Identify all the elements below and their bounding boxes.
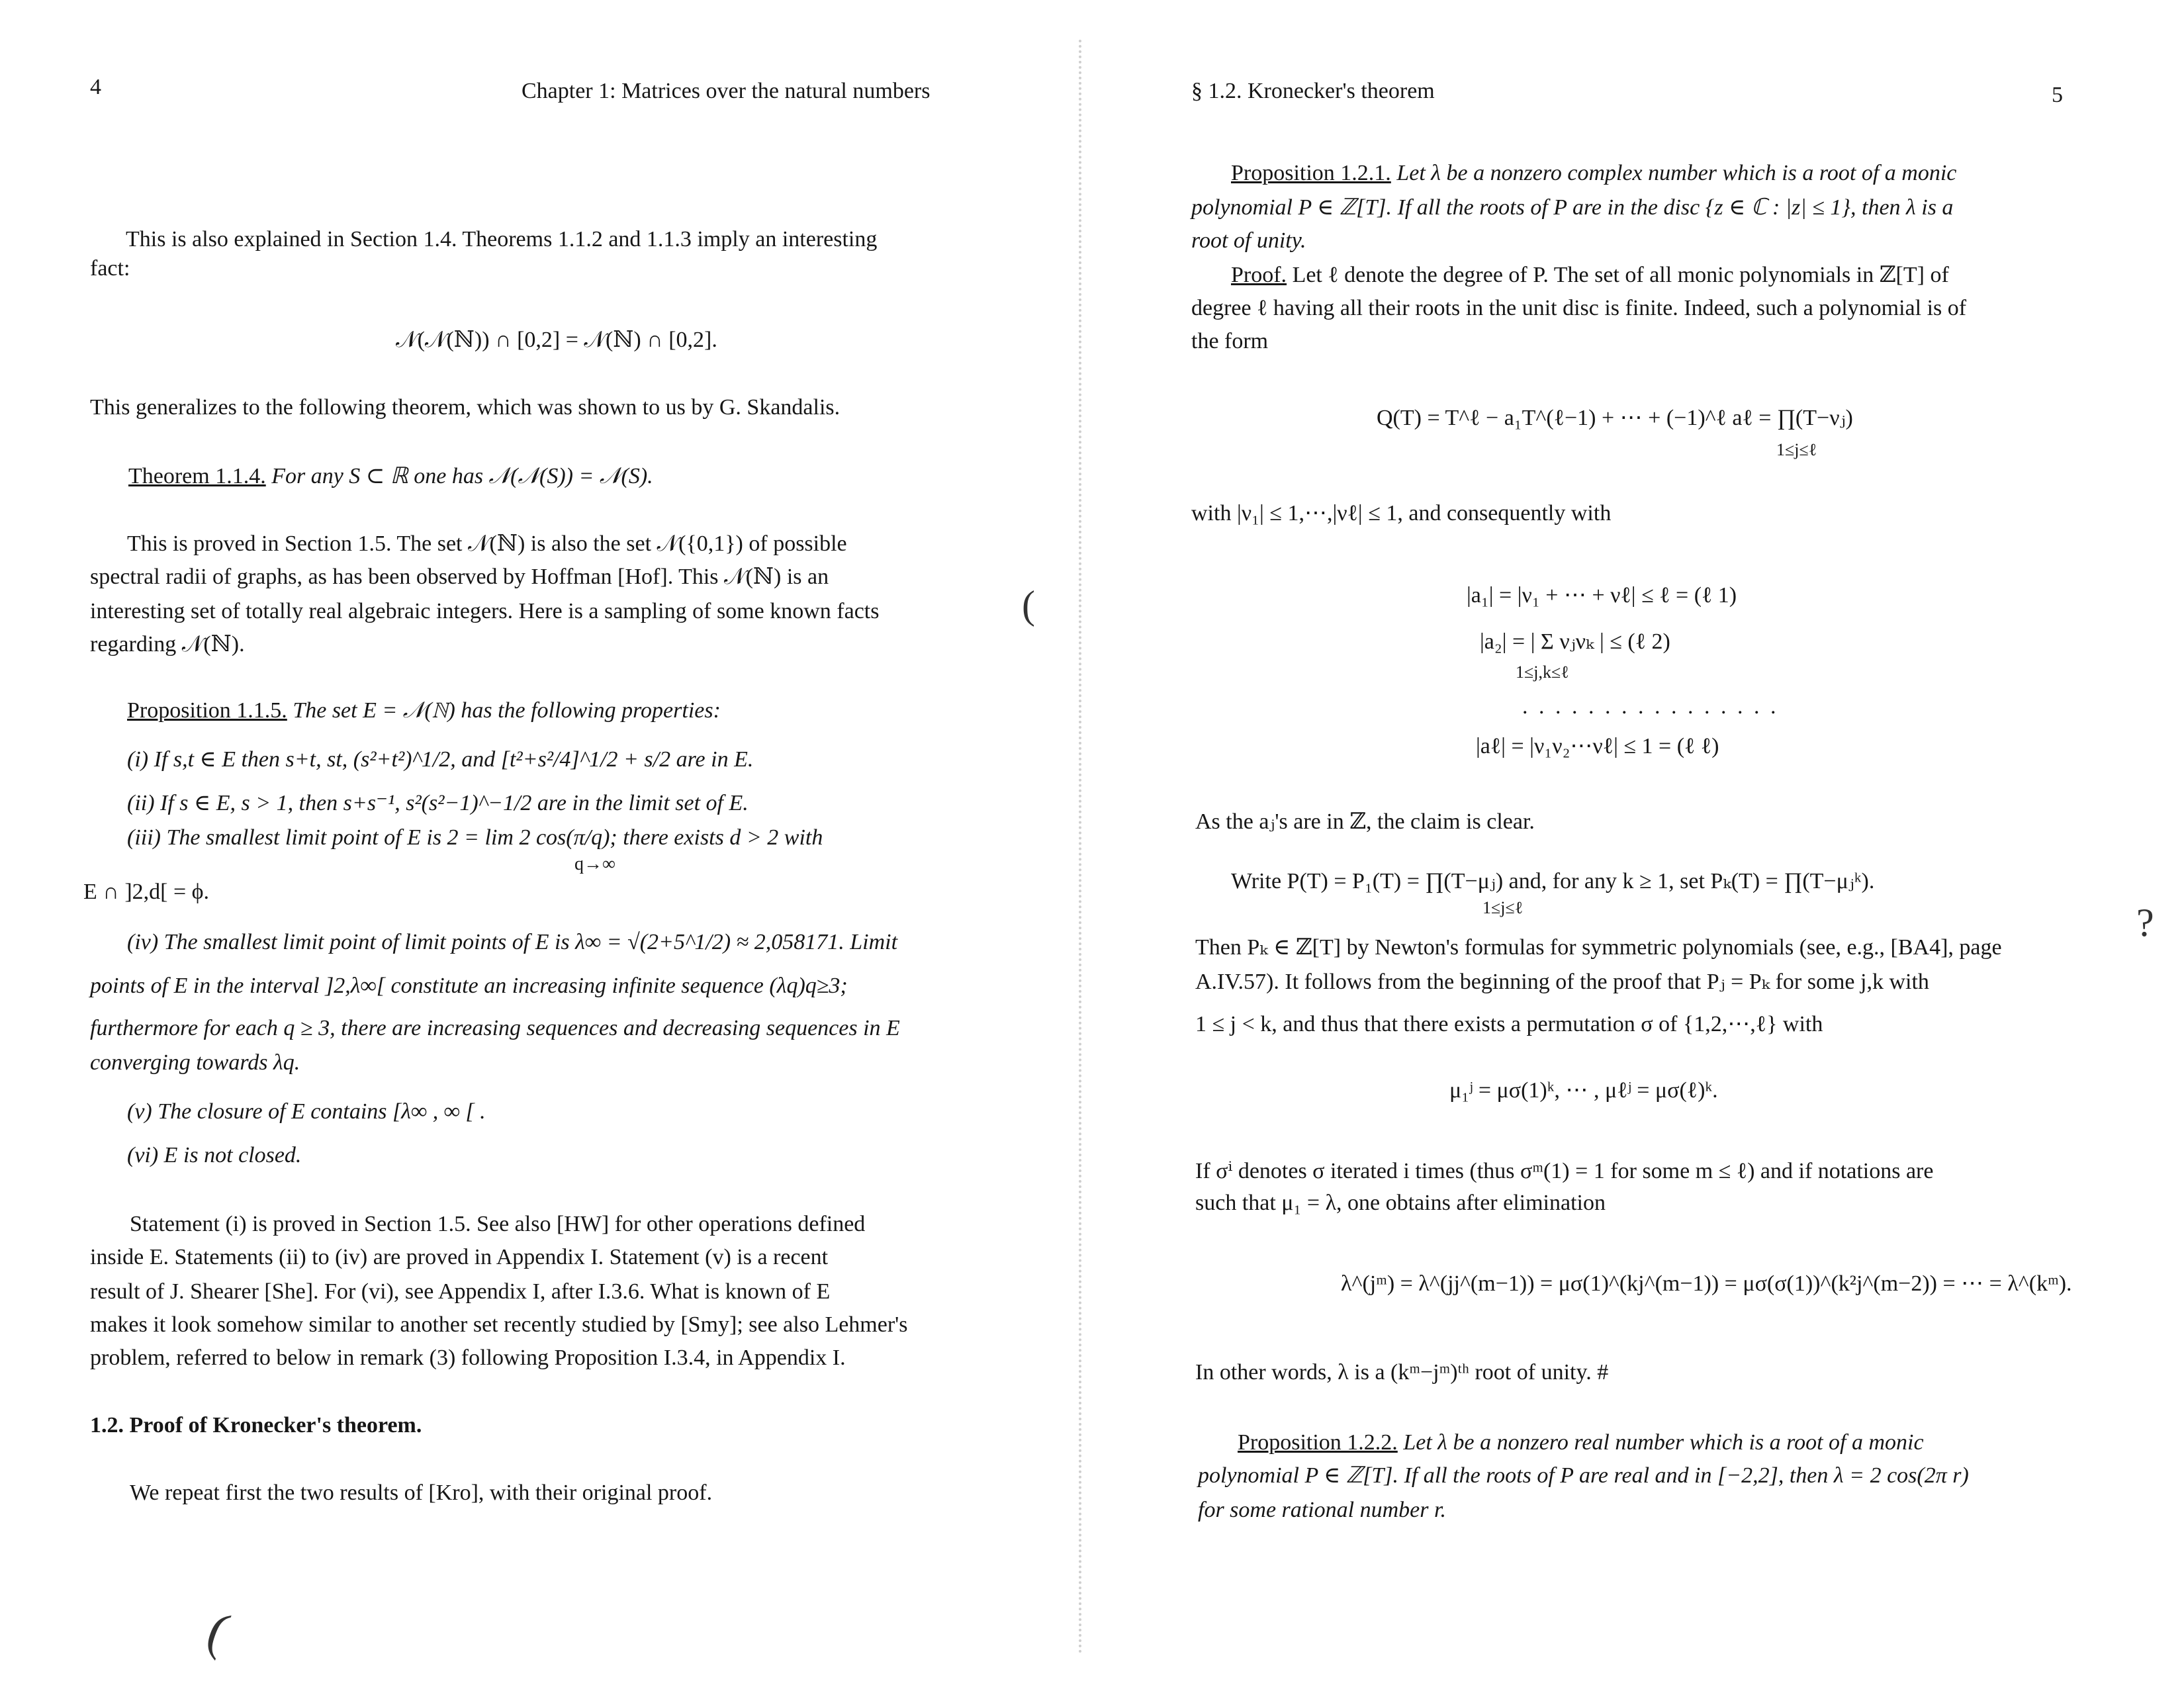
paragraph-line: We repeat first the two results of [Kro], with their original proof. (130, 1481, 713, 1505)
left-page (0, 0, 1072, 1687)
item-i: (i) If s,t ∈ E then s+t, st, (s²+t²)^1/2, and [t²+s²/4]^1/2 + s/2 are in E. (127, 747, 754, 772)
write-line: Write P(T) = P₁(T) = ∏(T−μⱼ) and, for any k ≥ 1, set Pₖ(T) = ∏(T−μⱼᵏ). (1231, 869, 1875, 893)
proposition-text: Let λ be a nonzero complex number which is a root of a monic (1396, 161, 1957, 185)
proposition-line: polynomial P ∈ ℤ[T]. If all the roots of P are in the disc {z ∈ ℂ : |z| ≤ 1}, then λ is a (1191, 195, 1954, 220)
theorem-1-1-4 (128, 463, 653, 490)
proof-paragraph (1231, 262, 1949, 289)
equation-a2: |a₂| = | Σ νⱼνₖ | ≤ (ℓ 2) (1480, 629, 1670, 654)
then-line: A.IV.57). It follows from the beginning of the proof that Pⱼ = Pₖ for some j,k with (1195, 970, 1929, 994)
right-page (1092, 0, 2184, 1687)
as-line: As the aⱼ's are in ℤ, the claim is clear. (1195, 809, 1535, 834)
margin-mark: ( (199, 1601, 237, 1662)
if-line: If σⁱ denotes σ iterated i times (thus σᵐ(1) = 1 for some m ≤ ℓ) and if notations are (1195, 1159, 1934, 1183)
paragraph-line: result of J. Shearer [She]. For (vi), see Appendix I, after I.3.6. What is known of E (90, 1279, 831, 1304)
proof-text: Let ℓ denote the degree of P. The set of all monic polynomials in ℤ[T] of (1292, 263, 1949, 287)
theorem-label: Theorem 1.1.4. (128, 464, 266, 488)
item-vi: (vi) E is not closed. (127, 1143, 302, 1167)
paragraph-line: makes it look somehow similar to another set recently studied by [Smy]; see also Lehmer's (90, 1312, 908, 1337)
equation-elimination: λ^(jᵐ) = λ^(jj^(m−1)) = μσ(1)^(kj^(m−1)) = μσ(σ(1))^(k²j^(m−2)) = ⋯ = λ^(kᵐ). (1341, 1271, 2072, 1296)
proposition-line: polynomial P ∈ ℤ[T]. If all the roots of P are real and in [−2,2], then λ = 2 cos(2π r) (1198, 1463, 1969, 1488)
paragraph-line: regarding 𝒩(ℕ). (90, 632, 245, 657)
sum-subscript: 1≤j,k≤ℓ (1516, 662, 1569, 682)
proof-line: degree ℓ having all their roots in the unit disc is finite. Indeed, such a polynomial is of (1191, 296, 1967, 320)
proposition-line: root of unity. (1191, 228, 1306, 253)
proposition-text: The set E = 𝒩(ℕ) has the following properties: (293, 698, 721, 723)
page-number: 4 (90, 75, 101, 99)
paragraph-line: inside E. Statements (ii) to (iv) are proved in Appendix I. Statement (v) is a recent (90, 1245, 829, 1269)
intro-line: fact: (90, 256, 130, 281)
item-iv: (iv) The smallest limit point of limit points of E is λ∞ = √(2+5^1/2) ≈ 2,058171. Limit (127, 930, 898, 954)
proposition-1-2-2 (1238, 1430, 1924, 1456)
proposition-text: Let λ be a nonzero real number which is a root of a monic (1403, 1430, 1924, 1455)
limit-subscript: q→∞ (574, 854, 615, 874)
paragraph-line: spectral radii of graphs, as has been observed by Hoffman [Hof]. This 𝒩(ℕ) is an (90, 565, 829, 589)
item-iv-line: furthermore for each q ≥ 3, there are increasing sequences and decreasing sequences in E (90, 1016, 900, 1040)
item-iv-line: converging towards λq. (90, 1050, 300, 1075)
section-heading: 1.2. Proof of Kronecker's theorem. (90, 1413, 422, 1437)
margin-mark: ( (1022, 583, 1035, 627)
proposition-label: Proposition 1.2.2. (1238, 1430, 1398, 1455)
then-line: Then Pₖ ∈ ℤ[T] by Newton's formulas for symmetric polynomials (see, e.g., [BA4], page (1195, 935, 2002, 960)
proof-line: the form (1191, 329, 1269, 353)
item-v: (v) The closure of E contains [λ∞ , ∞ [ . (127, 1099, 486, 1124)
item-iv-line: points of E in the interval ]2,λ∞[ constitute an increasing infinite sequence (λq)q≥3; (90, 974, 848, 998)
proposition-1-2-1 (1231, 160, 1956, 187)
equation-fact: 𝒩(𝒩(ℕ)) ∩ [0,2] = 𝒩(ℕ) ∩ [0,2]. (396, 328, 717, 352)
proposition-line: for some rational number r. (1198, 1498, 1446, 1522)
theorem-text: For any S ⊂ ℝ one has 𝒩(𝒩(S)) = 𝒩(S). (271, 464, 653, 488)
page-number: 5 (2052, 83, 2063, 107)
item-iii: (iii) The smallest limit point of E is 2 = lim 2 cos(π/q); there exists d > 2 with (127, 825, 823, 850)
page-gutter (1079, 40, 1084, 1655)
margin-mark: ? (2136, 901, 2154, 944)
running-head: Chapter 1: Matrices over the natural numbers (522, 79, 931, 103)
running-head: § 1.2. Kronecker's theorem (1191, 79, 1435, 103)
item-iii-continued: E ∩ ]2,d[ = ϕ. (83, 880, 210, 904)
proposition-label: Proposition 1.1.5. (127, 698, 287, 723)
if-line: such that μ₁ = λ, one obtains after elimination (1195, 1191, 1606, 1215)
paragraph-line: Statement (i) is proved in Section 1.5. See also [HW] for other operations defined (130, 1212, 866, 1236)
proposition-label: Proposition 1.2.1. (1231, 161, 1391, 185)
equation-al: |aℓ| = |ν₁ν₂⋯νℓ| ≤ 1 = (ℓ ℓ) (1476, 734, 1719, 758)
product-subscript: 1≤j≤ℓ (1776, 440, 1817, 459)
product-subscript: 1≤j≤ℓ (1482, 898, 1524, 917)
with-line: with |ν₁| ≤ 1,⋯,|νℓ| ≤ 1, and consequently with (1191, 501, 1612, 525)
equation-permutation: μ₁ʲ = μσ(1)ᵏ, ⋯ , μℓʲ = μσ(ℓ)ᵏ. (1449, 1078, 1718, 1103)
intro-line: This is also explained in Section 1.4. Theorems 1.1.2 and 1.1.3 imply an interesting (126, 227, 878, 251)
equation-dots: . . . . . . . . . . . . . . . . (1522, 694, 1779, 719)
other-words-line: In other words, λ is a (kᵐ−jᵐ)ᵗʰ root of unity. # (1195, 1360, 1609, 1385)
equation-q: Q(T) = T^ℓ − a₁T^(ℓ−1) + ⋯ + (−1)^ℓ aℓ = ∏(T−νⱼ) (1377, 406, 1853, 430)
paragraph-line: This is proved in Section 1.5. The set 𝒩(ℕ) is also the set 𝒩({0,1}) of possible (127, 531, 847, 556)
paragraph-line: problem, referred to below in remark (3) following Proposition I.3.4, in Appendix I. (90, 1345, 846, 1370)
then-line: 1 ≤ j < k, and thus that there exists a permutation σ of {1,2,⋯,ℓ} with (1195, 1012, 1823, 1036)
item-ii: (ii) If s ∈ E, s > 1, then s+s⁻¹, s²(s²−1)^−1/2 are in the limit set of E. (127, 791, 749, 815)
proposition-1-1-5 (127, 698, 721, 724)
generalizes-line: This generalizes to the following theorem, which was shown to us by G. Skandalis. (90, 395, 841, 420)
equation-a1: |a₁| = |ν₁ + ⋯ + νℓ| ≤ ℓ = (ℓ 1) (1467, 583, 1737, 608)
paragraph-line: interesting set of totally real algebraic integers. Here is a sampling of some known facts (90, 599, 880, 623)
proof-label: Proof. (1231, 263, 1287, 287)
